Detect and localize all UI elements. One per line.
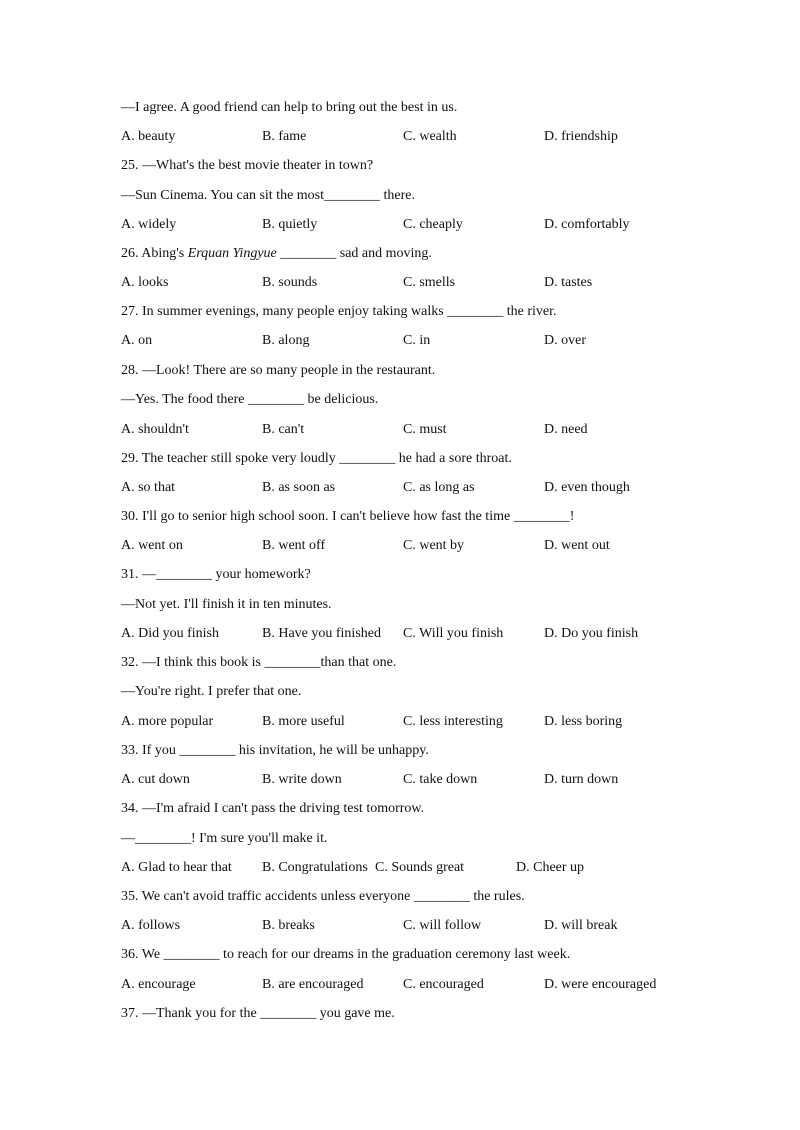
option-a: A. follows	[121, 918, 181, 933]
question-26	[121, 243, 432, 265]
option-b: B. breaks	[262, 918, 315, 933]
question-31: 31. —________ your homework?	[121, 567, 311, 582]
option-a: A. Glad to hear that	[121, 860, 232, 875]
option-b: B. Have you finished	[262, 626, 381, 641]
option-d: D. over	[544, 333, 586, 348]
question-26-title: Erquan Yingyue	[187, 246, 277, 261]
option-c: C. encouraged	[403, 977, 484, 992]
question-34-response: —________! I'm sure you'll make it.	[121, 831, 328, 846]
option-d: D. Do you finish	[544, 626, 639, 641]
option-b: B. can't	[262, 422, 305, 437]
option-c: C. will follow	[403, 918, 482, 933]
option-a: A. so that	[121, 480, 176, 495]
option-a: A. on	[121, 333, 153, 348]
option-d: D. comfortably	[544, 217, 630, 232]
option-a: A. looks	[121, 275, 169, 290]
question-26-prefix: 26. Abing's	[121, 246, 188, 261]
option-d: D. were encouraged	[544, 977, 657, 992]
option-b: B. along	[262, 333, 310, 348]
option-c: C. Sounds great	[375, 860, 465, 875]
option-b: B. fame	[262, 129, 307, 144]
question-36: 36. We ________ to reach for our dreams in the graduation ceremony last week.	[121, 947, 571, 962]
option-a: A. widely	[121, 217, 177, 232]
question-28: 28. —Look! There are so many people in the restaurant.	[121, 363, 436, 378]
option-b: B. more useful	[262, 714, 345, 729]
question-25: 25. —What's the best movie theater in town?	[121, 158, 374, 173]
option-a: A. cut down	[121, 772, 190, 787]
option-c: C. must	[403, 422, 447, 437]
option-b: B. sounds	[262, 275, 318, 290]
option-b: B. went off	[262, 538, 326, 553]
option-d: D. went out	[544, 538, 610, 553]
question-25-response: —Sun Cinema. You can sit the most________ there.	[121, 188, 415, 203]
option-c: C. cheaply	[403, 217, 463, 232]
question-27: 27. In summer evenings, many people enjoy taking walks ________ the river.	[121, 304, 557, 319]
option-d: D. Cheer up	[516, 860, 585, 875]
question-35: 35. We can't avoid traffic accidents unless everyone ________ the rules.	[121, 889, 525, 904]
option-b: B. write down	[262, 772, 342, 787]
option-b: B. Congratulations	[262, 860, 368, 875]
option-c: C. in	[403, 333, 431, 348]
question-30: 30. I'll go to senior high school soon. I can't believe how fast the time ________!	[121, 509, 575, 524]
option-a: A. Did you finish	[121, 626, 219, 641]
option-a: A. went on	[121, 538, 183, 553]
question-34: 34. —I'm afraid I can't pass the driving test tomorrow.	[121, 801, 425, 816]
option-d: D. even though	[544, 480, 630, 495]
question-28-response: —Yes. The food there ________ be delicious.	[121, 392, 379, 407]
question-31-response: —Not yet. I'll finish it in ten minutes.	[121, 597, 332, 612]
question-29: 29. The teacher still spoke very loudly ________ he had a sore throat.	[121, 451, 512, 466]
option-c: C. less interesting	[403, 714, 503, 729]
option-c: C. take down	[403, 772, 478, 787]
option-c: C. as long as	[403, 480, 475, 495]
option-c: C. wealth	[403, 129, 457, 144]
option-b: B. quietly	[262, 217, 318, 232]
option-b: B. are encouraged	[262, 977, 364, 992]
question-26-suffix: ________ sad and moving.	[276, 246, 432, 261]
option-d: D. less boring	[544, 714, 623, 729]
option-d: D. will break	[544, 918, 618, 933]
option-d: D. tastes	[544, 275, 593, 290]
option-d: D. friendship	[544, 129, 618, 144]
question-33: 33. If you ________ his invitation, he will be unhappy.	[121, 743, 429, 758]
question-37: 37. —Thank you for the ________ you gave me.	[121, 1006, 395, 1021]
option-d: D. need	[544, 422, 588, 437]
question-32-response: —You're right. I prefer that one.	[121, 684, 302, 699]
option-c: C. smells	[403, 275, 456, 290]
option-b: B. as soon as	[262, 480, 336, 495]
question-24-answer-line: —I agree. A good friend can help to bring out the best in us.	[121, 100, 458, 115]
option-a: A. beauty	[121, 129, 176, 144]
option-a: A. encourage	[121, 977, 196, 992]
option-a: A. shouldn't	[121, 422, 189, 437]
option-c: C. went by	[403, 538, 465, 553]
question-32: 32. —I think this book is ________than that one.	[121, 655, 397, 670]
option-c: C. Will you finish	[403, 626, 504, 641]
option-a: A. more popular	[121, 714, 214, 729]
option-d: D. turn down	[544, 772, 619, 787]
